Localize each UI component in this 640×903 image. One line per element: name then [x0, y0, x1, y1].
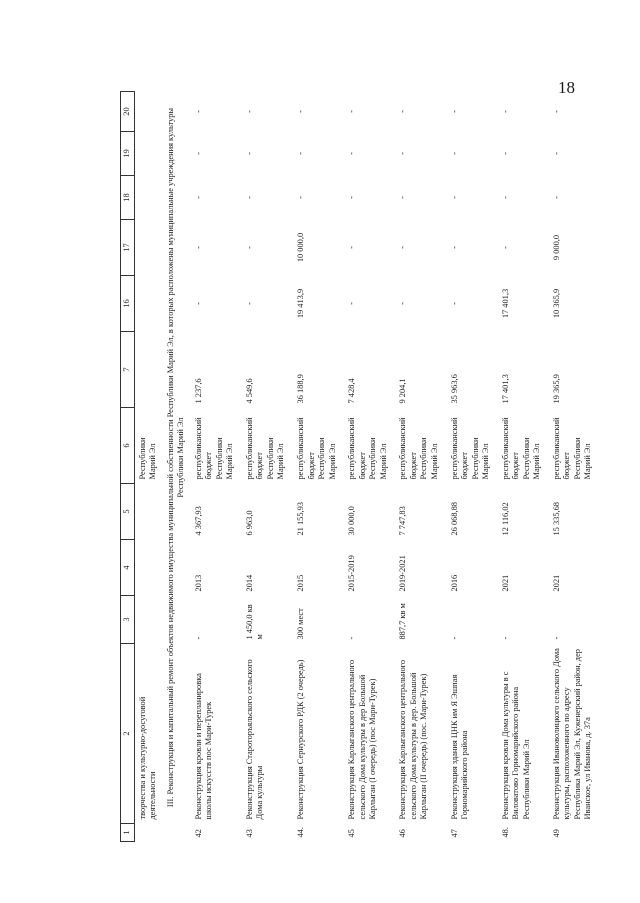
estimated-cost: 30 000,0 — [347, 506, 357, 536]
value-col-18: - — [449, 196, 459, 199]
row-number: 46 — [398, 829, 408, 838]
value-col-16: 17 401,3 — [500, 288, 510, 319]
col-header: 6 — [121, 408, 135, 484]
capacity: - — [551, 636, 561, 640]
estimated-cost: 15 335,68 — [551, 502, 561, 536]
col-header: 19 — [121, 132, 135, 176]
value-col-16: - — [398, 302, 408, 305]
table-row — [498, 92, 549, 842]
value-col-20: - — [551, 110, 561, 113]
period: 2021 — [551, 574, 561, 592]
value-col-17: - — [398, 246, 408, 249]
value-col-18: - — [398, 196, 408, 199]
object-name: Реконструкция Карлыганского центрального сельского Дома культуры в дер Большой Карлыган (I очередь) (пос Мари-Турек) — [347, 659, 378, 820]
value-col-20: - — [449, 110, 459, 113]
objects-table — [120, 91, 600, 842]
value-col-17: - — [193, 246, 203, 249]
table-row — [191, 92, 242, 842]
object-name: Реконструкция Карлыганского центрального сельского Дома культуры в дер. Большой Карлыган (II очередь) (пос. Мари-Турек) — [398, 659, 429, 820]
value-col-19: - — [296, 152, 306, 155]
value-col-17: - — [347, 246, 357, 249]
value-col-18: - — [551, 196, 561, 199]
value-col-17: - — [500, 246, 510, 249]
value-col-16: - — [347, 302, 357, 305]
table-row — [447, 92, 498, 842]
period: 2015-2019 — [347, 555, 357, 592]
value-col-7: 17 401,3 — [500, 374, 510, 404]
col-header: 4 — [121, 540, 135, 596]
row-number: 45 — [347, 829, 357, 838]
estimated-cost: 4 367,93 — [193, 506, 203, 536]
funding-source: республиканский бюджет Республики Марий Эл — [500, 417, 542, 480]
object-name: Реконструкция кровли и перепланировка школы искусств пос Мари-Турек — [193, 673, 214, 820]
row-number: 43 — [244, 829, 254, 838]
value-col-7: 19 365,9 — [551, 374, 561, 404]
value-col-19: - — [193, 152, 203, 155]
value-col-20: - — [398, 110, 408, 113]
value-col-7: 35 963,6 — [449, 374, 459, 404]
capacity: - — [347, 636, 357, 640]
value-col-19: - — [398, 152, 408, 155]
period: 2016 — [449, 574, 459, 592]
row-number: 44. — [296, 827, 306, 838]
table-row — [344, 92, 395, 842]
capacity: - — [449, 636, 459, 640]
funding-source: республиканский бюджет Республики Марий Эл — [347, 417, 388, 480]
col-header: 18 — [121, 176, 135, 220]
capacity: 300 мест — [296, 608, 306, 640]
funding-source: республиканский бюджет Республики Марий Эл — [193, 417, 235, 480]
col-header: 7 — [121, 332, 135, 408]
table-row — [549, 92, 600, 842]
object-name: Реконструкция Староторъяльского сельского Дома культуры — [244, 659, 265, 820]
value-col-18: - — [193, 196, 203, 199]
col-header: 2 — [121, 644, 135, 824]
value-col-7: 7 428,4 — [347, 378, 357, 404]
value-col-7: 4 549,6 — [244, 378, 254, 404]
funding-source: республиканский бюджет Республики Марий Эл — [244, 417, 286, 480]
value-col-17: - — [244, 246, 254, 249]
period: 2019-2021 — [398, 555, 408, 592]
estimated-cost: 26 068,88 — [449, 502, 459, 536]
col-header: 17 — [121, 220, 135, 276]
funding-source: республиканский бюджет Республики Марий Эл — [551, 417, 593, 480]
estimated-cost: 6 963,0 — [244, 510, 254, 536]
value-col-19: - — [500, 152, 510, 155]
column-number-row — [121, 92, 135, 842]
capacity: 887,7 кв м — [398, 603, 408, 640]
value-col-16: - — [449, 302, 459, 305]
estimated-cost: 12 116,02 — [500, 502, 510, 536]
object-name: Реконструкция здания ЦНК им Я Эшпая Горномарийского района — [449, 674, 470, 820]
object-name: Реконструкция Ивановолицкого сельского Дома культуры, расположенного по адресу Республика Марий Эл, Куженерский район, дер Иванское, ул Иванова, д. 37а — [551, 648, 593, 820]
row-number: 42 — [193, 829, 203, 838]
funding-source: республиканский бюджет Республики Марий Эл — [296, 417, 337, 480]
col-header: 3 — [121, 596, 135, 644]
row-number: 49 — [551, 829, 561, 838]
value-col-20: - — [244, 110, 254, 113]
value-col-17: 9 000,0 — [551, 234, 561, 261]
col-header: 1 — [121, 824, 135, 842]
col-header: 5 — [121, 484, 135, 540]
value-col-16: 19 413,9 — [296, 288, 306, 319]
intro-row — [134, 92, 164, 842]
capacity: - — [500, 636, 510, 640]
value-col-19: - — [551, 152, 561, 155]
value-col-19: - — [449, 152, 459, 155]
value-col-17: 10 000,0 — [296, 232, 306, 263]
value-col-18: - — [244, 196, 254, 199]
table-body — [191, 92, 600, 842]
value-col-17: - — [449, 246, 459, 249]
capacity: - — [193, 636, 203, 640]
intro-source: Республики Марий Эл — [137, 437, 157, 480]
value-col-16: 10 365,9 — [551, 288, 561, 319]
value-col-18: - — [347, 196, 357, 199]
rotated-table-container — [120, 92, 600, 842]
section-row — [164, 92, 191, 842]
period: 2015 — [296, 574, 306, 592]
value-col-20: - — [193, 110, 203, 113]
funding-source: республиканский бюджет Республики Марий Эл — [398, 417, 439, 480]
row-number: 47 — [449, 829, 459, 838]
intro-name: творчества и культурно-досуговой деятельности — [137, 696, 157, 820]
value-col-7: 9 204,1 — [398, 378, 408, 404]
value-col-20: - — [296, 110, 306, 113]
object-name: Реконструкция Сернурского РДК (2 очередь) — [296, 659, 306, 820]
col-header: 20 — [121, 92, 135, 132]
funding-source: республиканский бюджет Республики Марий Эл — [449, 417, 491, 480]
row-number: 48. — [500, 827, 510, 838]
table-row — [293, 92, 344, 842]
table-row — [395, 92, 446, 842]
value-col-7: 36 188,9 — [296, 374, 306, 404]
table-row — [242, 92, 293, 842]
section-title: III. Реконструкция и капитальный ремонт объектов недвижимого имущества муниципальной собственности Республики Марий Эл, в которых расположены муниципальные учреждения культуры Республики Марий Эл — [165, 107, 186, 808]
object-name: Реконструкция кровли Дома культуры в с Виловатово Горномарийского района Республики Марий Эл — [500, 671, 531, 820]
col-header: 16 — [121, 276, 135, 332]
estimated-cost: 21 155,93 — [296, 502, 306, 536]
capacity: 1 450,0 кв м — [244, 604, 265, 640]
value-col-19: - — [347, 152, 357, 155]
estimated-cost: 7 747,83 — [398, 506, 408, 536]
value-col-18: - — [296, 196, 306, 199]
period: 2021 — [500, 574, 510, 592]
value-col-16: - — [193, 302, 203, 305]
value-col-20: - — [500, 110, 510, 113]
period: 2014 — [244, 574, 254, 592]
value-col-20: - — [347, 110, 357, 113]
period: 2013 — [193, 574, 203, 592]
page-number: 18 — [558, 78, 575, 97]
value-col-7: 1 237,6 — [193, 378, 203, 404]
value-col-16: - — [244, 302, 254, 305]
value-col-18: - — [500, 196, 510, 199]
value-col-19: - — [244, 152, 254, 155]
